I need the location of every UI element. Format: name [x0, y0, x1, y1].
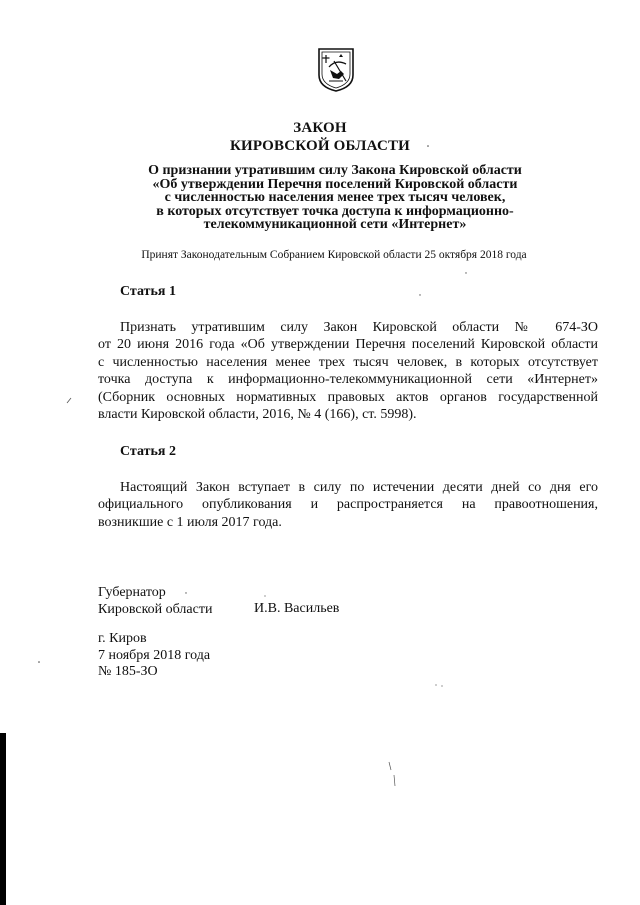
text-line: от 20 июня 2016 года «Об утверждении Перечня поселений Кировской области — [98, 337, 598, 353]
subject-line: телекоммуникационной сети «Интернет» — [203, 217, 467, 233]
text-line: официального опубликования и распространяется на правоотношения, — [98, 497, 598, 513]
signer-name: И.В. Васильев — [254, 601, 340, 616]
article-2-text — [98, 479, 598, 531]
article-1-heading: Статья 1 — [120, 284, 176, 299]
adoption-note: Принят Законодательным Собранием Кировской области 25 октября 2018 года — [141, 249, 527, 261]
article-1-text — [98, 319, 598, 423]
signing-date: 7 ноября 2018 года — [98, 647, 211, 663]
subject-line: в которых отсутствует точка доступа к информационно- — [156, 203, 514, 219]
signing-city: г. Киров — [98, 631, 147, 646]
subject-line: О признании утратившим силу Закона Кировской области — [148, 163, 522, 178]
signer-region: Кировской области — [98, 602, 213, 617]
text-line: возникшие с 1 июля 2017 года. — [98, 514, 282, 530]
coat-of-arms-icon — [317, 47, 355, 93]
text-line: с численностью населения менее трех тысяч человек, в которых отсутствует — [98, 354, 598, 370]
law-subject — [100, 164, 570, 232]
article-2-heading: Статья 2 — [120, 444, 176, 459]
signer-position: Губернатор — [98, 585, 166, 600]
law-region: КИРОВСКОЙ ОБЛАСТИ — [229, 138, 411, 154]
subject-line: с численностью населения менее трех тысяч человек, — [164, 190, 506, 206]
law-number: № 185-ЗО — [98, 664, 158, 679]
signing-details — [98, 631, 210, 681]
subject-line: «Об утверждении Перечня поселений Кировской области — [152, 176, 518, 192]
law-title: ЗАКОН — [293, 120, 347, 136]
text-line: Настоящий Закон вступает в силу по истечении десяти дней со дня его — [120, 480, 598, 495]
scan-border — [0, 733, 6, 905]
text-line: (Сборник основных нормативных правовых актов органов государственной — [98, 389, 598, 405]
text-line: Признать утратившим силу Закон Кировской области № 674-ЗО — [120, 320, 598, 335]
text-line: власти Кировской области, 2016, № 4 (166), ст. 5998). — [98, 406, 417, 422]
text-line: точка доступа к информационно-телекоммуникационной сети «Интернет» — [98, 372, 598, 388]
